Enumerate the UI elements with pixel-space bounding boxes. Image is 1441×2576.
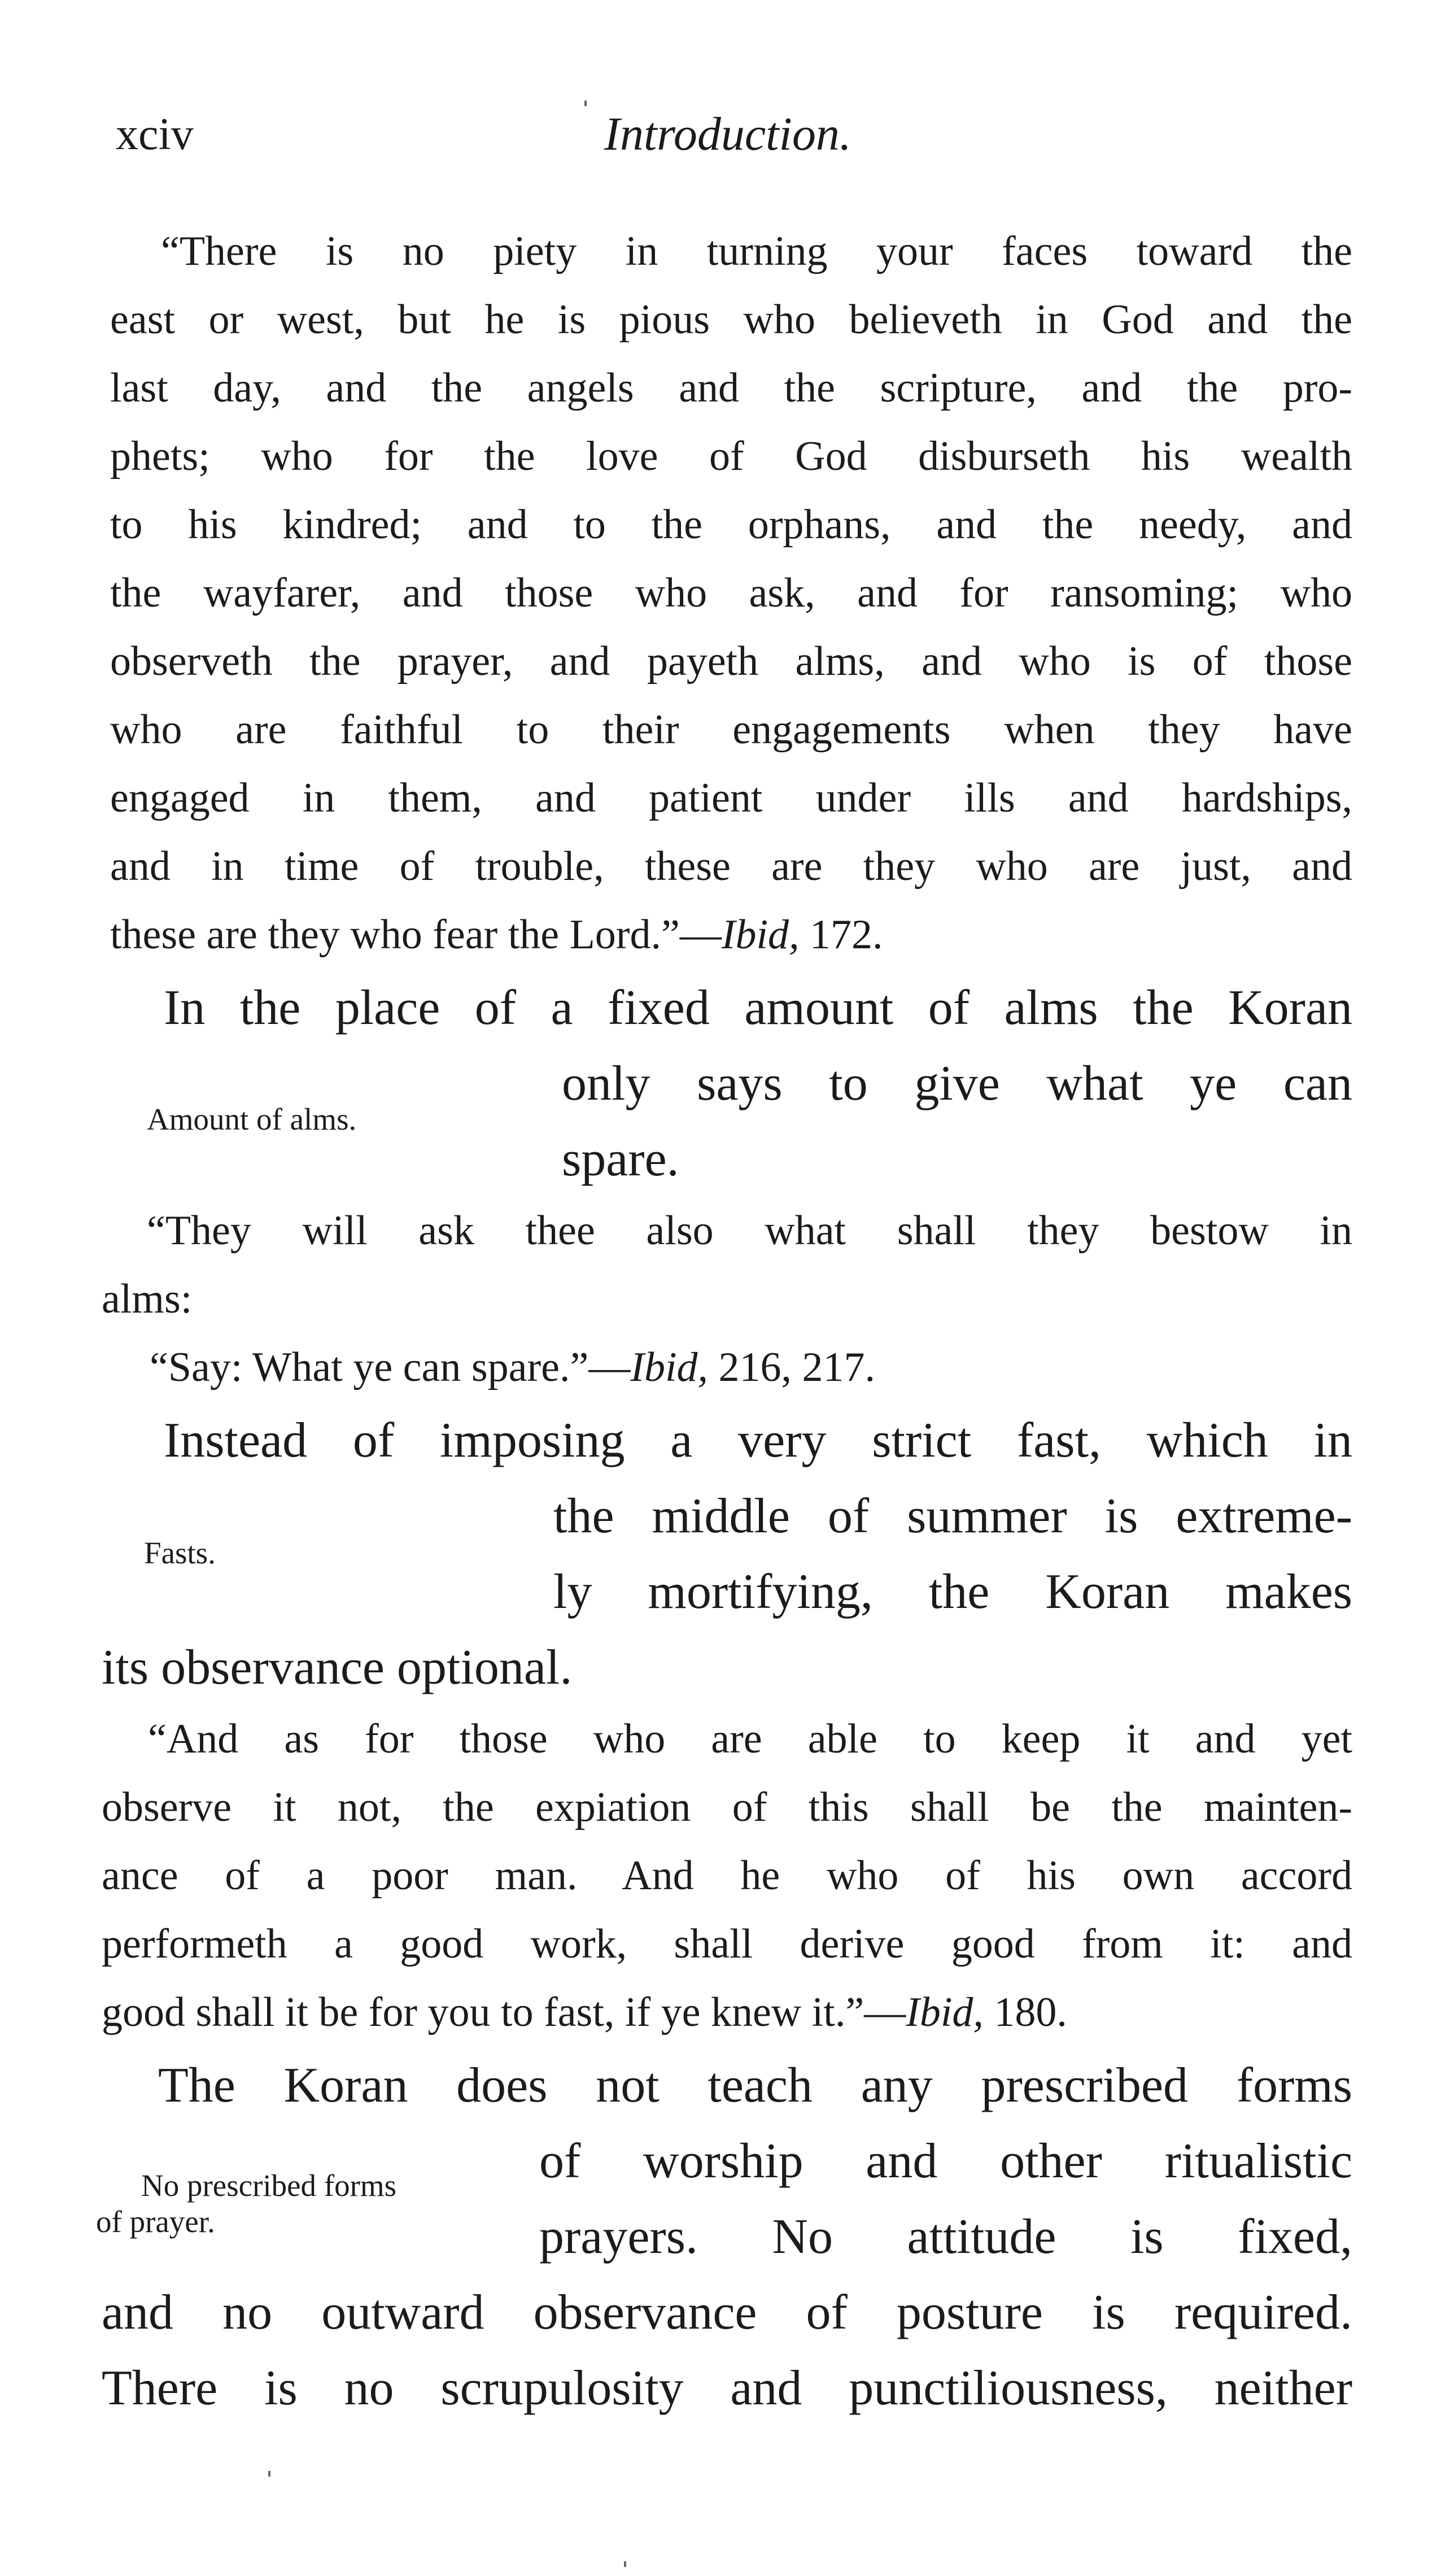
quote-line-citation: [110, 901, 883, 969]
body-line: spare.: [562, 1132, 679, 1187]
quote-line: to his kindred; and to the orphans, and the needy, and: [110, 502, 1352, 548]
body-line: In the place of a fixed amount of alms the Koran: [164, 980, 1352, 1035]
quote-line: the wayfarer, and those who ask, and for ransoming; who: [110, 570, 1352, 616]
quote-line: last day, and the angels and the scripture, and the pro-: [110, 365, 1352, 411]
quote-line: performeth a good work, shall derive good from it: and: [102, 1921, 1352, 1967]
quote-text: these are they who fear the Lord.”—: [110, 912, 722, 958]
ibid-citation: Ibid,: [906, 1989, 984, 2035]
body-line: and no outward observance of posture is required.: [102, 2285, 1352, 2340]
quote-text: “Say: What ye can spare.”—: [150, 1344, 631, 1391]
quote-line: “There is no piety in turning your faces toward the: [161, 228, 1352, 274]
quote-line: engaged in them, and patient under ills and hardships,: [110, 775, 1352, 821]
quote-line: and in time of trouble, these are they who are just, and: [110, 843, 1352, 890]
body-line: the middle of summer is extreme-: [553, 1489, 1352, 1544]
body-line: its observance optional.: [102, 1640, 573, 1695]
body-line: prayers. No attitude is fixed,: [539, 2209, 1352, 2264]
citation-number: 216, 217.: [708, 1344, 876, 1391]
citation-number: 172.: [799, 912, 883, 958]
quote-line: observe it not, the expiation of this shall be the mainten-: [102, 1784, 1352, 1830]
sidenote-of-prayer: of prayer.: [96, 2204, 215, 2239]
body-line: of worship and other ritualistic: [539, 2134, 1352, 2189]
print-mark: [624, 2561, 626, 2567]
quote-text: good shall it be for you to fast, if ye knew it.”—: [102, 1989, 906, 2035]
quote-line: east or west, but he is pious who believeth in God and the: [110, 297, 1352, 343]
quote-line: ance of a poor man. And he who of his own accord: [102, 1853, 1352, 1899]
body-line: only says to give what ye can: [562, 1056, 1352, 1111]
quote-line-citation: [150, 1333, 875, 1402]
running-title: Introduction.: [604, 108, 852, 160]
print-mark: [584, 101, 587, 106]
quote-line: phets; who for the love of God disburseth his wealth: [110, 433, 1352, 480]
ibid-citation: Ibid,: [721, 912, 800, 958]
sidenote-amount-of-alms: Amount of alms.: [147, 1102, 357, 1136]
quote-line: alms:: [102, 1276, 193, 1322]
body-line: There is no scrupulosity and punctiliousness, neither: [102, 2361, 1352, 2416]
ibid-citation: Ibid,: [630, 1344, 709, 1391]
quote-line: “They will ask thee also what shall they bestow in: [147, 1208, 1352, 1254]
citation-number: 180.: [983, 1989, 1067, 2035]
print-mark: [268, 2471, 270, 2477]
sidenote-no-prescribed-forms: No prescribed forms: [141, 2168, 397, 2203]
body-line: ly mortifying, the Koran makes: [553, 1564, 1352, 1619]
page-number: xciv: [116, 110, 194, 159]
body-line: The Koran does not teach any prescribed forms: [158, 2058, 1352, 2113]
quote-line: who are faithful to their engagements when they have: [110, 707, 1352, 753]
sidenote-fasts: Fasts.: [144, 1536, 216, 1570]
body-line: Instead of imposing a very strict fast, which in: [164, 1413, 1352, 1468]
quote-line: “And as for those who are able to keep it and yet: [148, 1716, 1352, 1762]
quote-line: observeth the prayer, and payeth alms, and who is of those: [110, 638, 1352, 685]
quote-line-citation: [102, 1978, 1067, 2047]
